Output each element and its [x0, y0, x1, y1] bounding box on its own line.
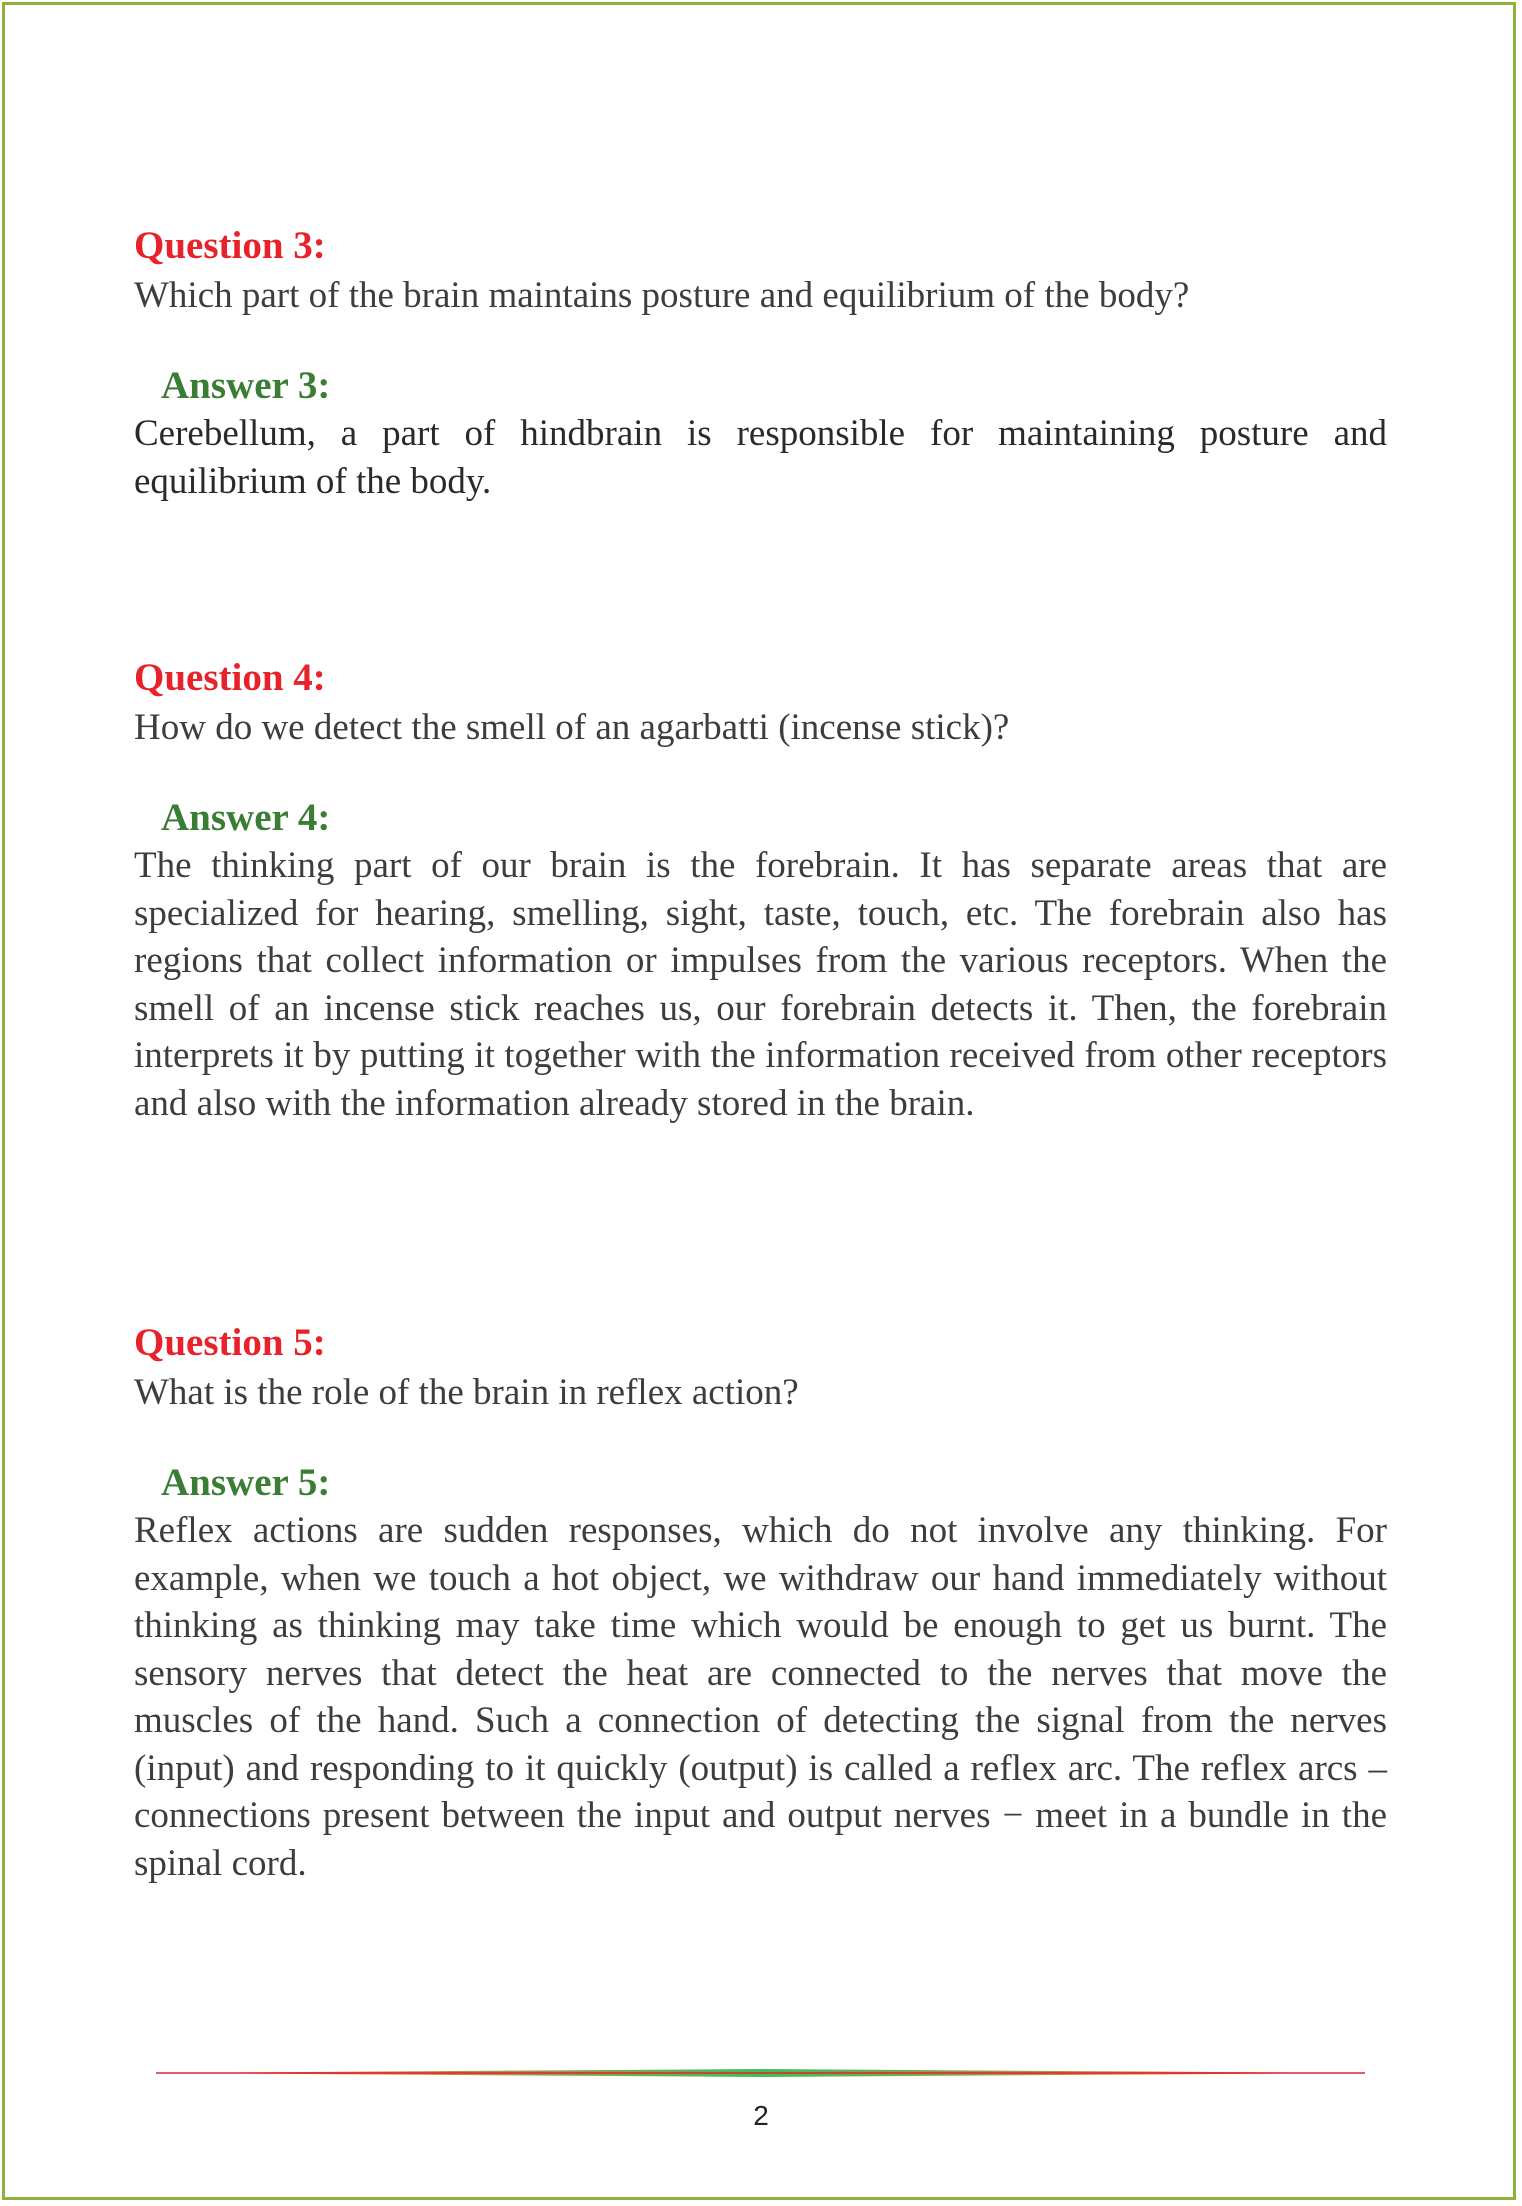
answer-text: Reflex actions are sudden responses, which do not involve any thinking. For example, when we touch a hot object, we withdraw our hand immediately without thinking as thinking may take time which would be enough to get us burnt. The sensory nerves that detect the heat are connected to the nerves that move the muscles of the hand. Such a connection of detecting the signal from the nerves (input) and responding to it quickly (output) is called a reflex arc. The reflex arcs –connections present between the input and output nerves − meet in a bundle in the spinal cord.: [134, 1510, 1387, 1884]
question-heading: Question 3:: [134, 224, 326, 267]
qa-block-5: [134, 1319, 1387, 1887]
question-heading: Question 4:: [134, 656, 326, 699]
answer-text: Cerebellum, a part of hindbrain is responsible for maintaining posture and equilibrium of the body.: [134, 413, 1387, 502]
answer-text: The thinking part of our brain is the forebrain. It has separate areas that are specialized for hearing, smelling, sight, taste, touch, etc. The forebrain also has regions that collect information or impulses from the various receptors. When the smell of an incense stick reaches us, our forebrain detects it. Then, the forebrain interprets it by putting it together with the information received from other receptors and also with the information already stored in the brain.: [134, 845, 1387, 1124]
answer-heading: Answer 5:: [161, 1461, 331, 1504]
answer-heading: Answer 3:: [161, 364, 331, 407]
question-text: How do we detect the smell of an agarbatti (incense stick)?: [134, 707, 1010, 748]
question-heading: Question 5:: [134, 1321, 326, 1364]
answer-heading: Answer 4:: [161, 796, 331, 839]
qa-block-3: [134, 222, 1387, 505]
footer-divider: [156, 2068, 1365, 2078]
question-text: Which part of the brain maintains posture and equilibrium of the body?: [134, 275, 1190, 316]
page-number: 2: [753, 2100, 769, 2131]
question-text: What is the role of the brain in reflex action?: [134, 1372, 799, 1413]
qa-block-4: [134, 654, 1387, 1127]
